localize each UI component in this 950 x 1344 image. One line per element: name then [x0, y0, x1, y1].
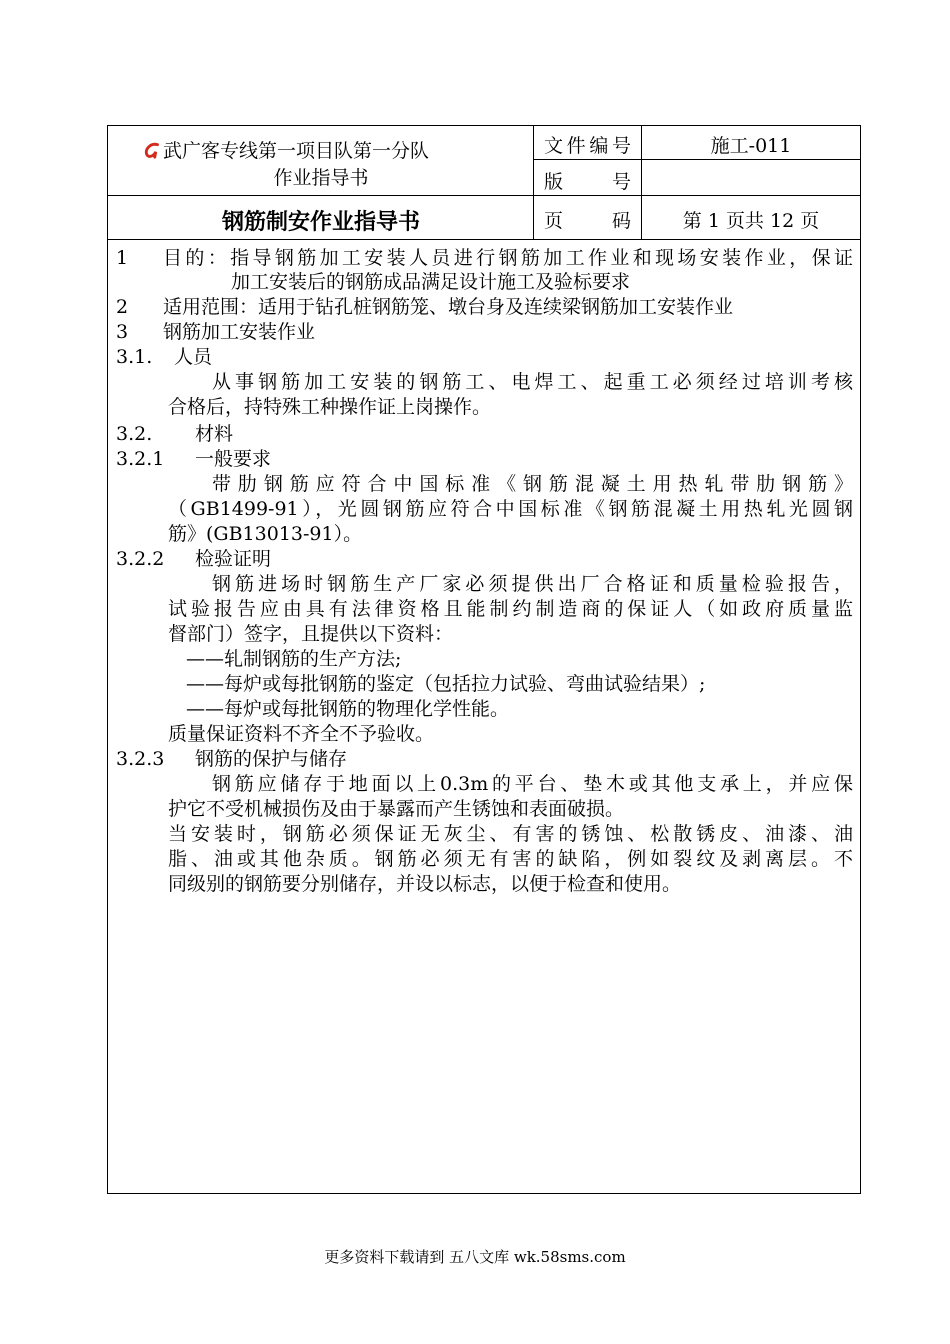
section-3-2-3-paragraph-2-end: 同级别的钢筋要分别储存，并设以标志，以便于检查和使用。	[168, 873, 682, 895]
page-label: 页 码	[544, 210, 631, 232]
section-3-2-1-title: 一般要求	[195, 448, 272, 470]
file-number-value: 施工-011	[710, 135, 792, 157]
section-3-2-3-number: 3.2.3	[116, 748, 165, 770]
section-1-text: 目的：指导钢筋加工安装人员进行钢筋加工作业和现场安装作业，保证	[163, 247, 853, 269]
document-frame	[107, 125, 861, 1194]
header-table	[108, 126, 860, 240]
organization-name: 武广客专线第一项目队第一分队	[163, 140, 430, 162]
section-3-2-title: 材料	[195, 423, 234, 445]
list-item: ——每炉或每批钢筋的物理化学性能。	[186, 698, 510, 720]
section-3-2-2-paragraph: 钢筋进场时钢筋生产厂家必须提供出厂合格证和质量检验报告，	[212, 573, 853, 595]
section-3-2-3-title: 钢筋的保护与储存	[195, 748, 348, 770]
file-number-label: 文 件 编 号	[544, 135, 631, 157]
version-value-cell	[642, 160, 860, 196]
list-item: ——每炉或每批钢筋的鉴定（包括拉力试验、弯曲试验结果）;	[186, 673, 706, 695]
section-3-2-2-paragraph-cont: 试验报告应由具有法律资格且能制约制造商的保证人（如政府质量监	[168, 598, 853, 620]
organization-line-1	[144, 136, 429, 163]
section-3-2-2-paragraph-end: 督部门）签字，且提供以下资料：	[168, 623, 454, 645]
section-3-1-paragraph-cont: 合格后，持特殊工种操作证上岗操作。	[168, 396, 492, 418]
version-label-cell	[534, 160, 642, 196]
section-3-2-2-number: 3.2.2	[116, 548, 165, 570]
section-3-2-1-paragraph-end: 筋》(GB13013-91）。	[168, 523, 363, 545]
file-number-label-cell	[534, 126, 642, 160]
list-item: ——轧制钢筋的生产方法;	[186, 648, 402, 670]
page-label-cell	[534, 196, 642, 240]
section-3-number: 3	[116, 321, 129, 343]
section-3-2-1-number: 3.2.1	[116, 448, 165, 470]
section-3-2-number: 3.2.	[116, 423, 153, 445]
organization-line-2: 作业指导书	[273, 167, 369, 189]
section-3-2-3-paragraph-2: 当安装时，钢筋必须保证无灰尘、有害的锈蚀、松散锈皮、油漆、油	[168, 823, 853, 845]
section-3-2-3-paragraph: 钢筋应储存于地面以上0.3m的平台、垫木或其他支承上，并应保	[212, 773, 853, 795]
version-label: 版 号	[544, 171, 631, 193]
title-cell	[108, 196, 534, 240]
document-title: 钢筋制安作业指导书	[221, 209, 420, 235]
section-2-number: 2	[116, 296, 129, 318]
section-3-1-number: 3.1.	[116, 346, 153, 368]
footer-download-note: 更多资料下载请到 五八文库 wk.58sms.com	[324, 1248, 626, 1266]
section-3-1-title: 人员	[174, 346, 213, 368]
section-2-text: 适用范围：适用于钻孔桩钢筋笼、墩台身及连续梁钢筋加工安装作业	[163, 296, 734, 318]
section-3-2-1-paragraph-cont: （GB1499-91），光圆钢筋应符合中国标准《钢筋混凝土用热轧光圆钢	[168, 498, 853, 520]
section-3-2-1-paragraph: 带肋钢筋应符合中国标准《钢筋混凝土用热轧带肋钢筋》	[212, 473, 853, 495]
file-number-value-cell	[642, 126, 860, 160]
section-3-2-2-note: 质量保证资料不齐全不予验收。	[168, 723, 435, 745]
section-3-1-paragraph: 从事钢筋加工安装的钢筋工、电焊工、起重工必须经过培训考核	[212, 371, 853, 393]
section-1-number: 1	[116, 247, 129, 269]
organization-cell	[108, 126, 534, 196]
section-3-2-3-paragraph-cont: 护它不受机械损伤及由于暴露而产生锈蚀和表面破损。	[168, 798, 625, 820]
section-3-2-3-paragraph-2-cont: 脂、油或其他杂质。钢筋必须无有害的缺陷，例如裂纹及剥离层。不	[168, 848, 853, 870]
section-3-text: 钢筋加工安装作业	[163, 321, 316, 343]
section-3-2-2-title: 检验证明	[195, 548, 272, 570]
section-1-text-cont: 加工安装后的钢筋成品满足设计施工及验标要求	[231, 271, 631, 293]
page-value-cell	[642, 196, 860, 240]
page-value: 第 1 页共 12 页	[682, 210, 820, 232]
company-logo-icon	[144, 141, 162, 159]
